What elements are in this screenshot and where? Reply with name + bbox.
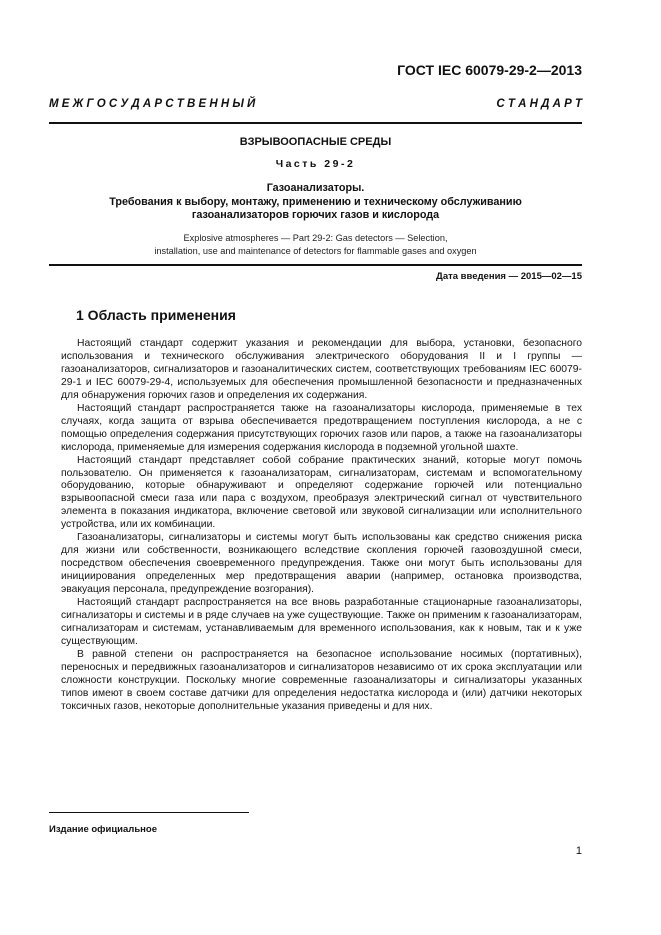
section-heading: 1 Область применения [76, 307, 236, 323]
interstate-word: С Т А Н Д А Р Т [496, 98, 582, 110]
subtitle-line: Газоанализаторы. [266, 182, 365, 194]
header-divider [49, 122, 582, 124]
paragraph: Настоящий стандарт содержит указания и рекомендации для выбора, установки, безопасного использования и технического обслуживания электрического оборудования II и I группы — газоанализаторов, сигнализаторов и газоаналитических систем, соответствующих требованиям IEC 60079-29-1 и IEC 60079-29-4, используемых для обеспечения промышленной безопасности и предназначенных для обнаружения горючих газов и определения их содержания. [61, 338, 582, 401]
subtitle-line: Требования к выбору, монтажу, применению и техническому обслуживанию [109, 195, 522, 208]
paragraph: В равной степени он распространяется на безопасное использование носимых (портативных), переносных и передвижных газоанализаторов и сигнализаторов независимо от их срока эксплуатации или сложности конструкции. Поскольку многие современные газоанализаторы и сигнализаторы указанных типов имеют в своем составе датчики для определения недостатка кислорода и (или) датчики некоторых токсичных газов, некоторые дополнительные указания приведены и для них. [61, 648, 582, 712]
page-number: 1 [575, 845, 582, 857]
english-title-line: Explosive atmospheres — Part 29-2: Gas detectors — Selection, [183, 233, 448, 243]
official-edition-label: Издание официальное [49, 824, 157, 835]
document-subtitle [49, 182, 582, 223]
paragraph: Газоанализаторы, сигнализаторы и системы могут быть использованы как средство снижения риска для жизни или собственности, возникающего вследствие скопления горючей газовоздушной смеси, посредством обеспечения своевременного предупреждения. Также они могут быть использованы для инициирования определенных мер предотвращения аварии (например, остановка производства, эвакуация персонала, предупреждение возгорания). [61, 532, 582, 596]
subtitle-line: газоанализаторов горючих газов и кислорода [191, 209, 440, 221]
paragraph: Настоящий стандарт распространяется на все вновь разработанные стационарные газоанализаторы, сигнализаторы и системы и в ряде случаев на уже существующие. Также он применим к газоанализаторам, сигнализаторам и системам, устанавливаемым для временного использования, как к новым, так и к уже существующим. [61, 597, 583, 647]
introduction-date: Дата введения — 2015—02—15 [436, 271, 582, 282]
title-divider [49, 264, 582, 266]
interstate-standard-heading [49, 98, 582, 110]
paragraph: Настоящий стандарт представляет собой собрание практических знаний, которые могут помочь пользователю. Он применяется к газоанализаторам, сигнализаторам, системам и вспомогательному оборудованию, которые обнаруживают и определяют содержание горючей или потенциально взрывоопасной смеси газа или пара с воздухом, преобразуя электрический сигнал от чувствительного элемента в показания индикатора, включение световой или звуковой сигнализации или исполнительного устройства, или их комбинации. [61, 454, 582, 531]
standard-code: ГОСТ IEC 60079-29-2—2013 [397, 62, 582, 78]
footer-divider [49, 812, 249, 813]
part-number: Часть 29-2 [275, 158, 356, 170]
document-title: ВЗРЫВООПАСНЫЕ СРЕДЫ [239, 136, 392, 148]
section-body [61, 338, 582, 714]
english-title [49, 232, 582, 257]
english-title-line: installation, use and maintenance of detectors for flammable gases and oxygen [154, 245, 477, 256]
paragraph: Настоящий стандарт распространяется также на газоанализаторы кислорода, применяемые в тех случаях, когда защита от взрыва обеспечивается предотвращением поступления кислорода, а не с помощью определения содержания присутствующих горючих газов или паров, а также на газоанализаторы кислорода, применяемые для измерения содержания кислорода в подземной угольной шахте. [61, 402, 582, 453]
interstate-word: М Е Ж Г О С У Д А Р С Т В Е Н Н Ы Й [49, 98, 256, 110]
